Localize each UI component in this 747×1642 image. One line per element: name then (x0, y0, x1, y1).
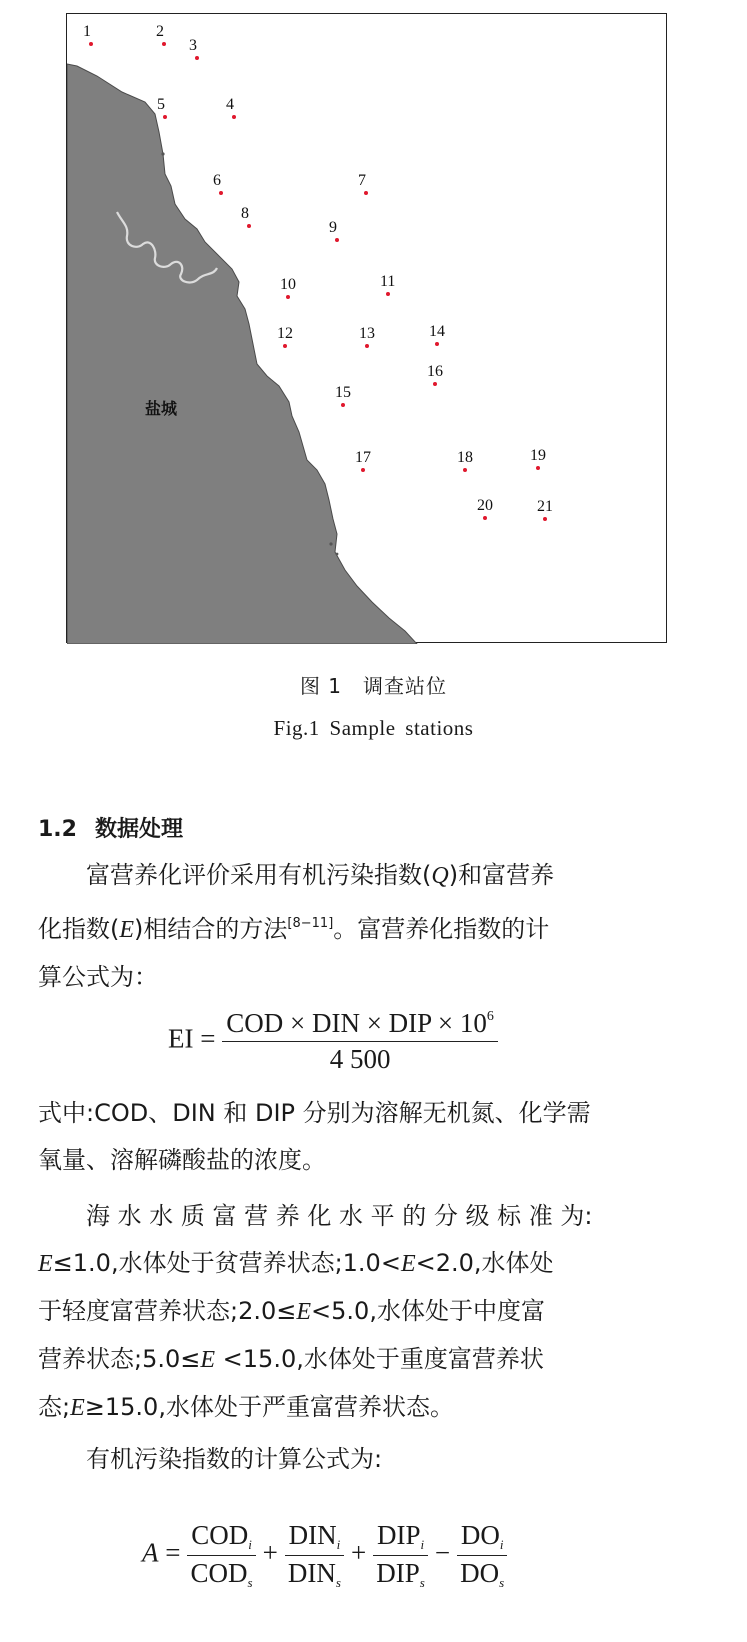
section-heading (38, 812, 183, 843)
formula-lhs: A (142, 1537, 159, 1568)
paragraph-classification (38, 1193, 690, 1432)
station-label-5: 5 (157, 96, 165, 113)
city-label-yancheng: 盐城 (145, 399, 178, 418)
station-label-16: 16 (427, 363, 443, 380)
station-dot-6 (219, 191, 223, 195)
station-dot-13 (365, 344, 369, 348)
formula-term-do: $\frac{DO_i}{DO_s}$ (457, 1520, 508, 1591)
station-label-11: 11 (380, 273, 396, 290)
formula-term-cod: $\frac{COD_i}{COD_s}$ (187, 1520, 256, 1591)
paragraph-line: 化指数(E)相结合的方法[8−11]。富营养化指数的计 (38, 915, 550, 943)
station-label-7: 7 (358, 172, 366, 189)
station-dot-4 (232, 115, 236, 119)
station-dot-17 (361, 468, 365, 472)
station-dot-15 (341, 403, 345, 407)
station-label-6: 6 (213, 172, 221, 189)
station-dot-5 (163, 115, 167, 119)
paragraph-line: 于轻度富营养状态;2.0≤E<5.0,水体处于中度富 (38, 1297, 545, 1325)
station-dot-20 (483, 516, 487, 520)
station-label-8: 8 (241, 205, 249, 222)
paragraph-organic-index (38, 1436, 690, 1483)
station-dot-14 (435, 342, 439, 346)
section-title: 数据处理 (94, 817, 183, 842)
station-label-3: 3 (189, 37, 197, 54)
paragraph-line: 算公式为： (38, 963, 158, 991)
figure-caption-cn: 图 1 调查站位 (299, 674, 448, 698)
station-dot-19 (536, 466, 540, 470)
formula-fraction: $\frac{COD \times DIN \times DIP \times 10^6}{4 500}$ (222, 1008, 498, 1075)
station-label-4: 4 (226, 96, 234, 113)
citation: [8−11] (287, 916, 334, 931)
station-dot-21 (543, 517, 547, 521)
formula-numerator: COD × DIN × DIP × 10 (226, 1008, 487, 1038)
figure-caption-en: Fig.1 Sample stations (273, 716, 474, 740)
station-dot-3 (195, 56, 199, 60)
station-label-15: 15 (335, 384, 351, 401)
paragraph-line: E≤1.0,水体处于贫营养状态;1.0<E<2.0,水体处 (38, 1249, 554, 1277)
station-dot-10 (286, 295, 290, 299)
station-label-12: 12 (277, 325, 293, 342)
paragraph-method (38, 852, 690, 1001)
station-label-13: 13 (359, 325, 375, 342)
station-dot-11 (386, 292, 390, 296)
paragraph-line: 氧量、溶解磷酸盐的浓度。 (38, 1146, 326, 1174)
paragraph-line: 海 水 水 质 富 营 养 化 水 平 的 分 级 标 准 为: (86, 1202, 593, 1230)
station-label-21: 21 (537, 498, 553, 515)
formula-term-din: $\frac{DIN_i}{DIN_s}$ (285, 1520, 345, 1591)
formula-term-dip: $\frac{DIP_i}{DIP_s}$ (373, 1520, 428, 1591)
station-dot-9 (335, 238, 339, 242)
station-label-2: 2 (156, 23, 164, 40)
station-label-14: 14 (429, 323, 445, 340)
formula-ei (168, 1008, 498, 1075)
station-label-9: 9 (329, 219, 337, 236)
section-number: 1.2 (38, 817, 77, 842)
station-dot-18 (463, 468, 467, 472)
station-label-1: 1 (83, 23, 91, 40)
formula-lhs: EI = (168, 1023, 216, 1054)
station-dot-1 (89, 42, 93, 46)
paragraph-line: 式中:COD、DIN 和 DIP 分别为溶解无机氮、化学需 (38, 1099, 591, 1127)
station-dot-2 (162, 42, 166, 46)
paragraph-line: 有机污染指数的计算公式为: (86, 1445, 383, 1473)
station-label-10: 10 (280, 276, 296, 293)
station-map (66, 13, 667, 643)
paragraph-line: 态;E≥15.0,水体处于严重富营养状态。 (38, 1393, 454, 1421)
formula-denominator: 4 500 (329, 1044, 391, 1074)
station-label-18: 18 (457, 449, 473, 466)
station-label-17: 17 (355, 449, 371, 466)
station-label-19: 19 (530, 447, 546, 464)
paragraph-definitions (38, 1090, 690, 1184)
station-label-20: 20 (477, 497, 493, 514)
coastline-land (67, 64, 417, 644)
station-dot-12 (283, 344, 287, 348)
paragraph-line: 营养状态;5.0≤E <15.0,水体处于重度富营养状 (38, 1345, 544, 1373)
station-dot-8 (247, 224, 251, 228)
station-dot-16 (433, 382, 437, 386)
map-canvas (67, 14, 668, 644)
paragraph-line: 富营养化评价采用有机污染指数(Q)和富营养 (86, 861, 555, 889)
station-dot-7 (364, 191, 368, 195)
formula-a: A = $\frac{COD_i}{COD_s}$ + $\frac{DIN_i}{DIN_s}$ + $\frac{DIP_i}{DIP_s}$ − $\frac{DO_i}{DO_s}$ (142, 1520, 507, 1591)
